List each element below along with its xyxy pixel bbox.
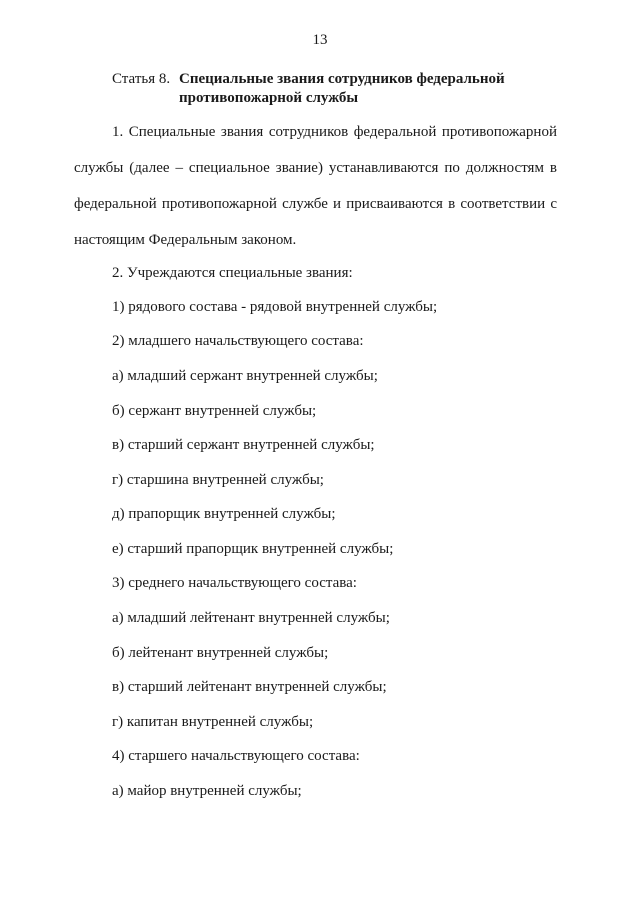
paragraph-1-text: 1. Специальные звания сотрудников федеральной противопожарной службы (далее – специальное звание) устанавливаются по должностям в федеральной противопожарной службе и присваиваются в соответствии с настоящим Федеральным законом. xyxy=(74,124,557,248)
list-item: 3) среднего начальствующего состава: xyxy=(112,575,357,591)
list-item: г) старшина внутренней службы; xyxy=(112,472,324,488)
page-number: 13 xyxy=(312,32,328,48)
list-item: а) младший сержант внутренней службы; xyxy=(112,368,378,384)
article-label: Статья 8. xyxy=(112,71,171,87)
list-item: е) старший прапорщик внутренней службы; xyxy=(112,541,394,557)
article-title-line-1: Специальные звания сотрудников федеральной xyxy=(179,71,505,87)
list-item: г) капитан внутренней службы; xyxy=(112,714,314,730)
list-item: д) прапорщик внутренней службы; xyxy=(112,506,336,522)
article-heading xyxy=(112,70,505,108)
list-item: б) сержант внутренней службы; xyxy=(112,403,317,419)
article-title-line-2: противопожарной службы xyxy=(179,90,359,106)
list-item: а) майор внутренней службы; xyxy=(112,783,302,799)
list-item: 2) младшего начальствующего состава: xyxy=(112,333,364,349)
list-item: а) младший лейтенант внутренней службы; xyxy=(112,610,390,626)
list-item: в) старший лейтенант внутренней службы; xyxy=(112,679,387,695)
paragraph-1 xyxy=(74,114,557,258)
list-item: 1) рядового состава - рядовой внутренней службы; xyxy=(112,299,438,315)
list-item: б) лейтенант внутренней службы; xyxy=(112,645,329,661)
list-item: 2. Учреждаются специальные звания: xyxy=(112,265,353,281)
list-item: в) старший сержант внутренней службы; xyxy=(112,437,375,453)
list-item: 4) старшего начальствующего состава: xyxy=(112,748,360,764)
